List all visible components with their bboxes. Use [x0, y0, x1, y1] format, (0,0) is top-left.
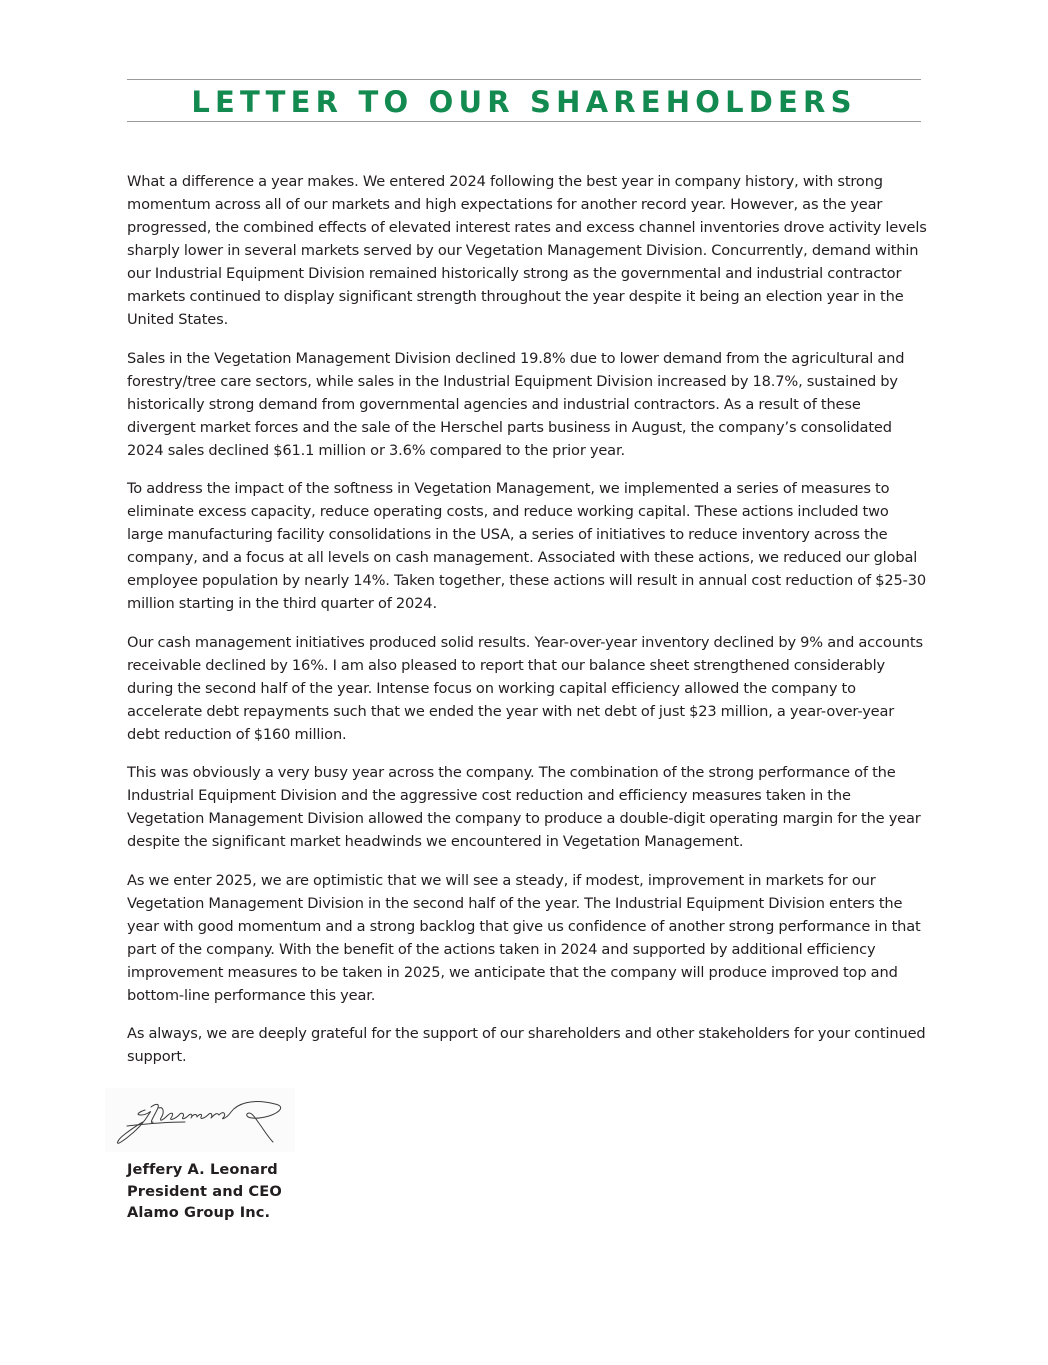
- paragraph-sales: Sales in the Vegetation Management Division declined 19.8% due to lower demand from the agricultural and forestry/tree care sectors, while sales in the Industrial Equipment Division increased by 18.7%, sustained by historically strong demand from governmental agencies and industrial contractors. As a result of these divergent market forces and the sale of the Herschel parts business in August, the company’s consolidated 2024 sales declined $61.1 million or 3.6% compared to the prior year.: [127, 349, 905, 459]
- letter-body: [127, 170, 927, 1084]
- signer-title: President and CEO: [127, 1182, 282, 1200]
- page-title: LETTER TO OUR SHAREHOLDERS: [191, 85, 857, 119]
- paragraph-outlook-2025: As we enter 2025, we are optimistic that we will see a steady, if modest, improvement in markets for our Vegetation Management Division in the second half of the year. The Industrial Equipment Division enters the year with good momentum and a strong backlog that give us confidence of another strong performance in that part of the company. With the benefit of the actions taken in 2024 and supported by additional efficiency improvement measures to be taken in 2025, we anticipate that the company will produce improved top and bottom-line performance this year.: [127, 871, 921, 1004]
- paragraph-cost-measures: To address the impact of the softness in Vegetation Management, we implemented a series of measures to eliminate excess capacity, reduce operating costs, and reduce working capital. These actions included two large manufacturing facility consolidations in the USA, a series of initiatives to reduce inventory across the company, and a focus at all levels on cash management. Associated with these actions, we reduced our global employee population by nearly 14%. Taken together, these actions will result in annual cost reduction of $25-30 million starting in the third quarter of 2024.: [127, 480, 927, 612]
- paragraph-busy-year: This was obviously a very busy year across the company. The combination of the strong performance of the Industrial Equipment Division and the aggressive cost reduction and efficiency measures taken in the Vegetation Management Division allowed the company to produce a double-digit operating margin for the year despite the significant market headwinds we encountered in Vegetation Management.: [127, 764, 921, 850]
- signature-block: [127, 1159, 282, 1224]
- signature-icon: [105, 1088, 295, 1152]
- header-rule-bottom: [127, 121, 921, 122]
- signer-name: Jeffery A. Leonard: [127, 1161, 278, 1178]
- paragraph-gratitude: As always, we are deeply grateful for the support of our shareholders and other stakeholders for your continued support.: [127, 1025, 926, 1065]
- paragraph-cash-management: Our cash management initiatives produced solid results. Year-over-year inventory declined by 9% and accounts receivable declined by 16%. I am also pleased to report that our balance sheet strengthened considerably during the second half of the year. Intense focus on working capital efficiency allowed the company to accelerate debt repayments such that we ended the year with net debt of just $23 million, a year-over-year debt reduction of $160 million.: [127, 633, 923, 743]
- paragraph-opening: What a difference a year makes. We entered 2024 following the best year in company history, with strong momentum across all of our markets and high expectations for another record year. However, as the year progressed, the combined effects of elevated interest rates and excess channel inventories drove activity levels sharply lower in several markets served by our Vegetation Management Division. Concurrently, demand within our Industrial Equipment Division remained historically strong as the governmental and industrial contractor markets continued to display significant strength throughout the year despite it being an election year in the United States.: [127, 173, 927, 328]
- signer-company: Alamo Group Inc.: [127, 1204, 271, 1221]
- header-rule-top: [127, 79, 921, 80]
